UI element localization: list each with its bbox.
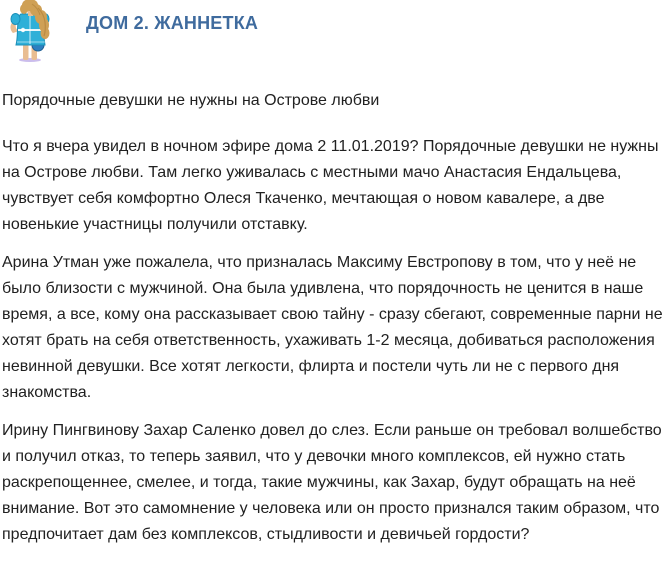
avatar-ground-shadow — [19, 58, 41, 62]
article-paragraph: Арина Утман уже пожалела, что призналась Максиму Евстропову в том, что у неё не было близости с мужчиной. Она была удивлена, что порядочность не ценится в наше время, а все, кому она рассказывает свою тайну - сразу сбегают, современные парни не хотят брать на себя ответственность, ухаживать 1-2 месяца, добиваться расположения невинной девушки. Все хотят легкости, флирта и постели чуть ли не с первого дня знакомства. — [2, 254, 663, 401]
article — [2, 88, 666, 548]
article-paragraphs — [2, 134, 666, 548]
post-header — [2, 0, 666, 62]
article-paragraph: Ирину Пингвинову Захар Саленко довел до слез. Если раньше он требовал волшебство и получил отказ, то теперь заявил, что у девочки много комплексов, ей нужно стать раскрепощеннее, смелее, и тогда, такие мужчины, как Захар, будут обращать на неё внимание. Вот это самомнение у человека или он просто признался таким образом, что предпочитает дам без комплексов, стыдливости и девичьей гордости? — [2, 422, 662, 543]
community-name-link[interactable]: ДОМ 2. ЖАННЕТКА — [86, 13, 259, 33]
woman-in-turquoise-dress-illustration — [2, 0, 60, 62]
article-paragraph: Что я вчера увидел в ночном эфире дома 2 11.01.2019? Порядочные девушки не нужны на Острове любви. Там легко уживалась с местными мачо Анастасия Ендальцева, чувствует себя комфортно Олеся Ткаченко, мечтающая о новом кавалере, а две новенькие участницы получили отставку. — [2, 138, 659, 233]
community-avatar[interactable] — [2, 0, 60, 62]
article-subtitle: Порядочные девушки не нужны на Острове любви — [2, 92, 380, 109]
